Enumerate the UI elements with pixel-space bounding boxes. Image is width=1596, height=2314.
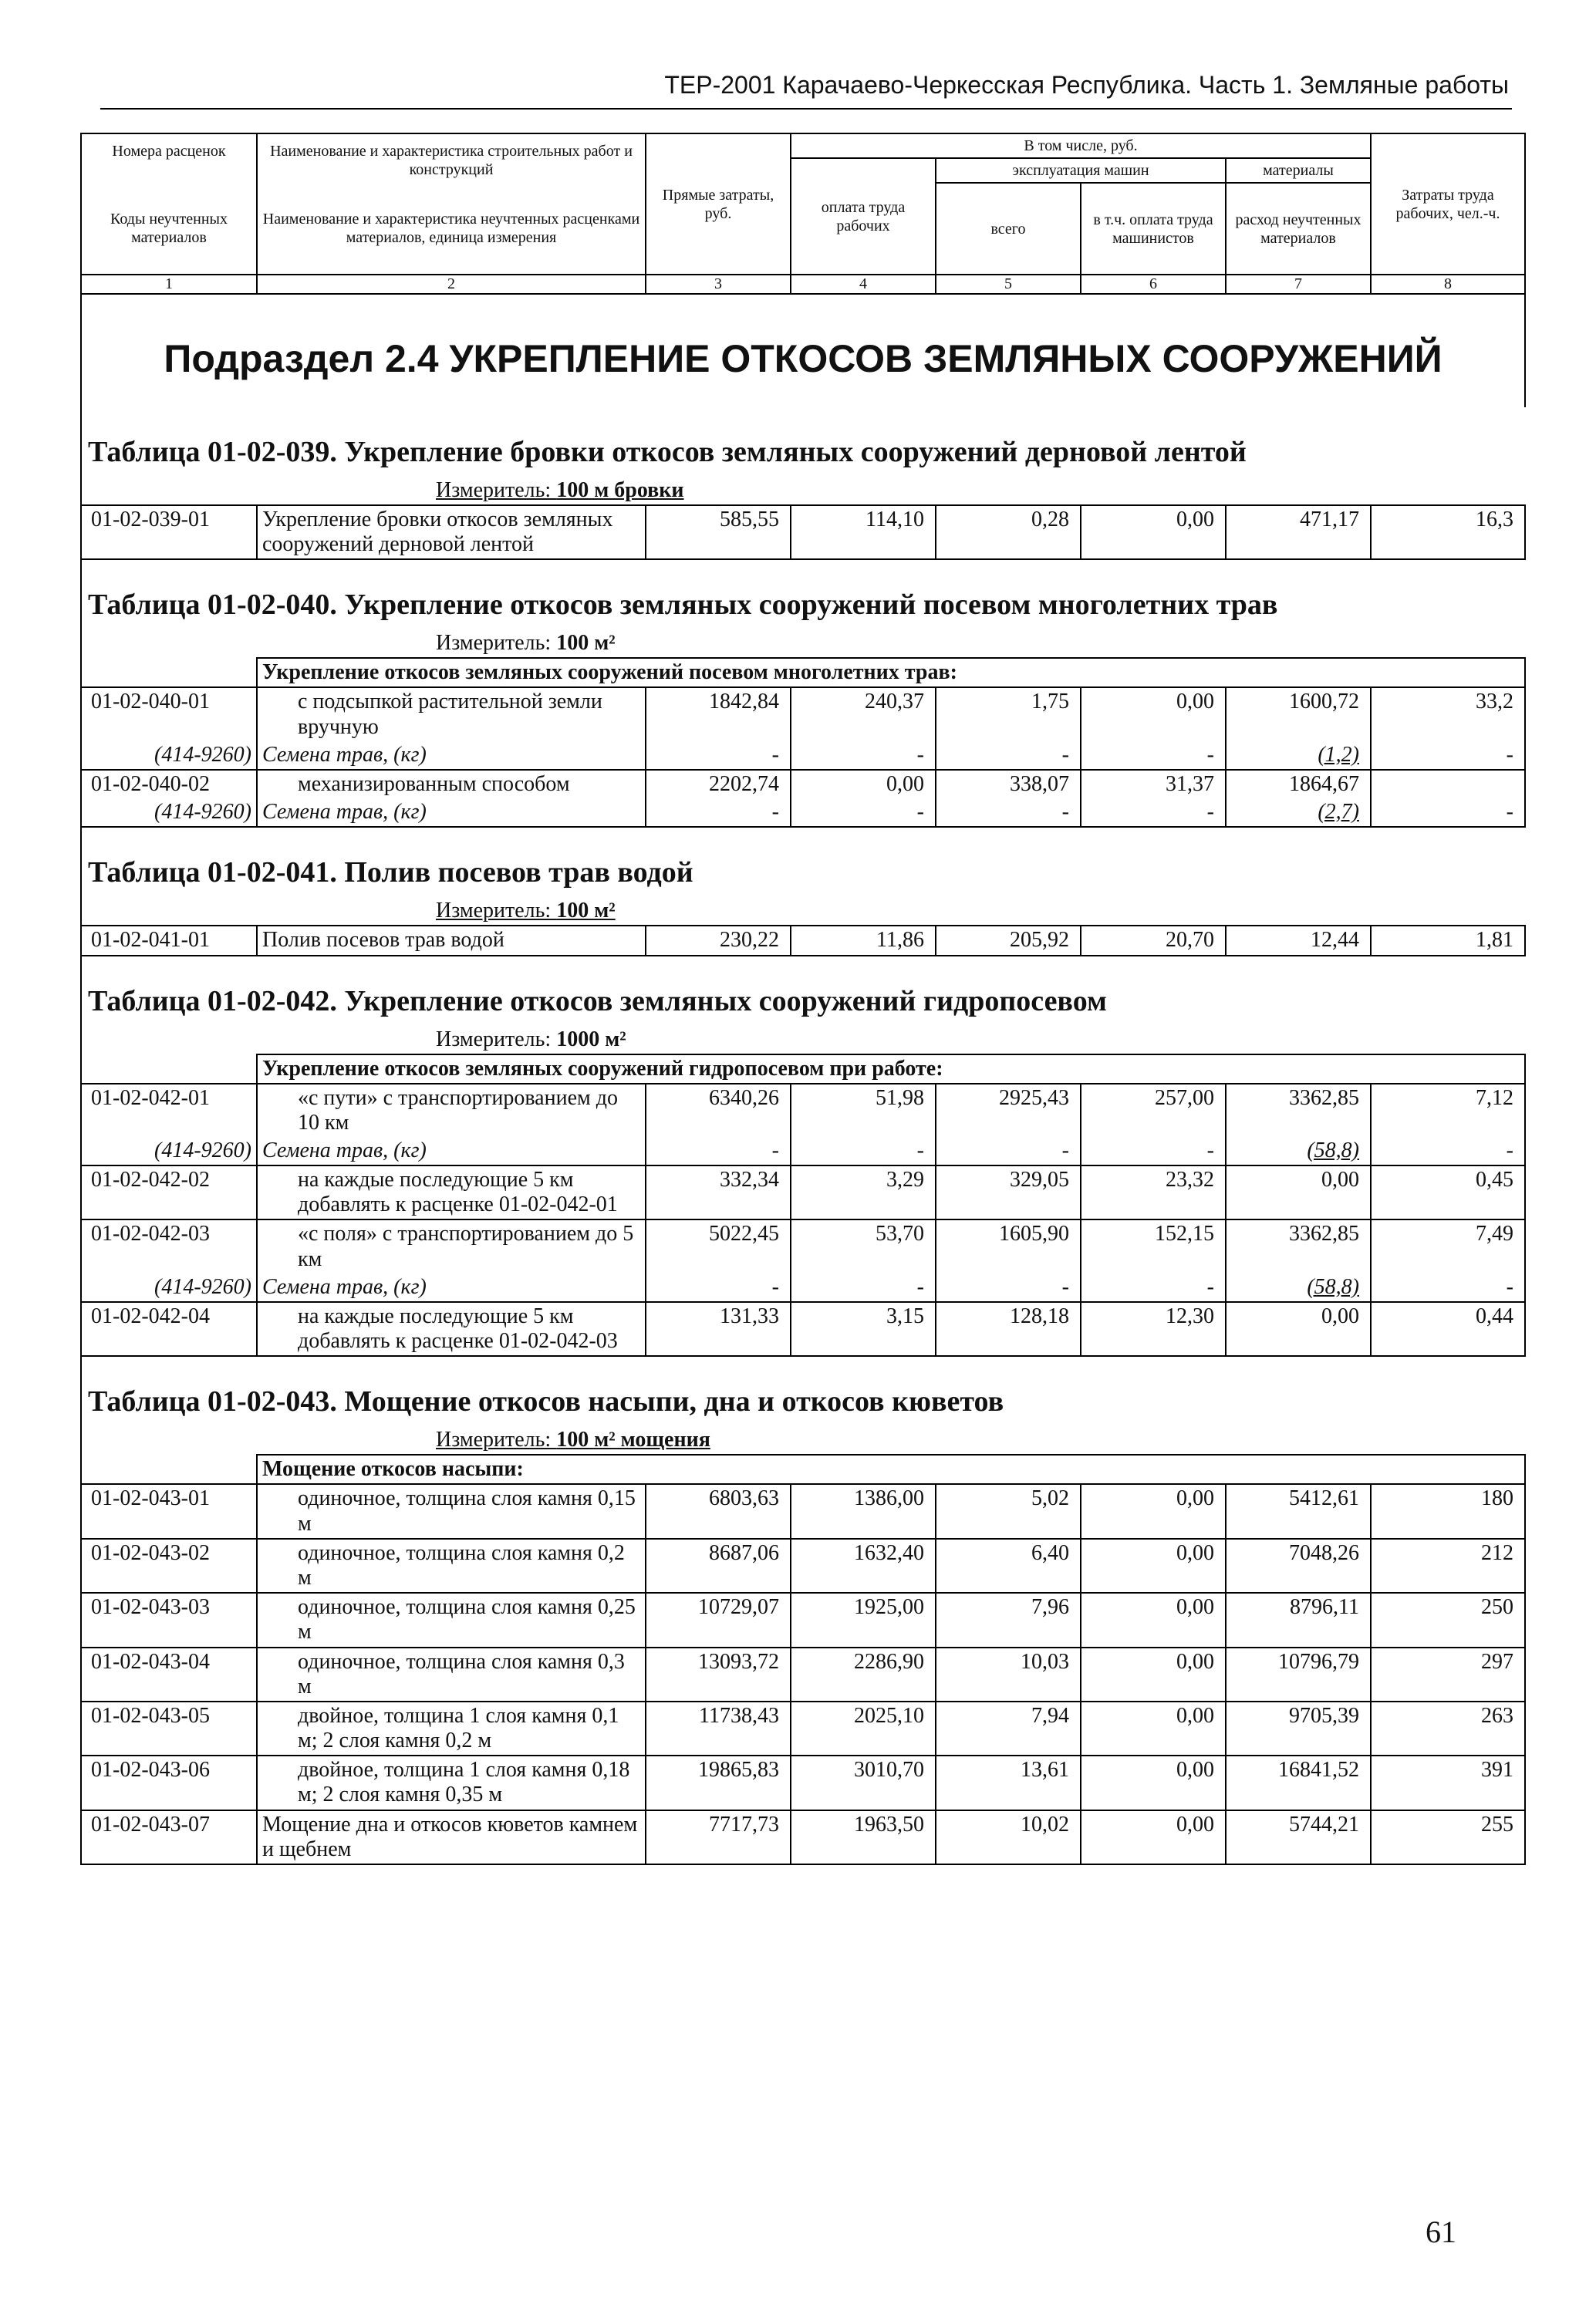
measure: Измеритель: 100 м² мощения xyxy=(436,1428,710,1452)
column-header-row-1 xyxy=(81,133,1525,158)
work-name: одиночное, толщина слоя камня 0,3 м xyxy=(257,1648,646,1702)
direct-costs: - xyxy=(646,1137,791,1165)
materials: 1600,72 xyxy=(1226,687,1371,740)
rate-code: 01-02-042-04 xyxy=(81,1302,257,1356)
machines-total: 329,05 xyxy=(936,1165,1081,1219)
direct-costs: 13093,72 xyxy=(646,1648,791,1702)
col1-header-a: Номера расценок xyxy=(81,133,257,183)
subsection-row xyxy=(81,294,1525,407)
machinist-pay: 0,00 xyxy=(1081,1702,1226,1756)
direct-costs: 332,34 xyxy=(646,1165,791,1219)
measure: Измеритель: 100 м² xyxy=(436,631,616,656)
rate-code: 01-02-042-02 xyxy=(81,1165,257,1219)
table-row xyxy=(81,1484,1525,1538)
rate-code: 01-02-039-01 xyxy=(81,505,257,559)
col2-header-a: Наименование и характеристика строительных работ и конструкций xyxy=(257,133,646,183)
col5-header: всего xyxy=(936,183,1081,275)
labor-pay: 1386,00 xyxy=(791,1484,936,1538)
machines-total: 338,07 xyxy=(936,770,1081,798)
group-band: Укрепление откосов земляных сооружений посевом многолетних трав: xyxy=(257,658,1525,687)
machinist-pay: 31,37 xyxy=(1081,770,1226,798)
direct-costs: 7717,73 xyxy=(646,1810,791,1864)
materials: 12,44 xyxy=(1226,926,1371,955)
machines-header: эксплуатация машин xyxy=(936,158,1226,183)
labor-hours: - xyxy=(1371,798,1525,827)
machinist-pay: 20,70 xyxy=(1081,926,1226,955)
direct-costs: 1842,84 xyxy=(646,687,791,740)
table-row xyxy=(81,1593,1525,1647)
labor-pay: 3010,70 xyxy=(791,1756,936,1810)
table-title-row xyxy=(81,1356,1525,1426)
material-row xyxy=(81,741,1525,770)
machines-total: 1,75 xyxy=(936,687,1081,740)
col8-header: Затраты труда рабочих, чел.-ч. xyxy=(1371,133,1525,275)
direct-costs: 5022,45 xyxy=(646,1219,791,1273)
table-title: Таблица 01-02-041. Полив посевов трав водой xyxy=(81,827,1525,897)
machinist-pay: 152,15 xyxy=(1081,1219,1226,1273)
table-title: Таблица 01-02-039. Укрепление бровки откосов земляных сооружений дерновой лентой xyxy=(81,407,1525,477)
labor-hours: 33,2 xyxy=(1371,687,1525,740)
rate-code: 01-02-043-01 xyxy=(81,1484,257,1538)
machines-total: 6,40 xyxy=(936,1539,1081,1593)
labor-pay: 2025,10 xyxy=(791,1702,936,1756)
measure-row xyxy=(81,1426,1525,1455)
labor-hours xyxy=(1371,770,1525,798)
material-row xyxy=(81,1137,1525,1165)
machines-total: - xyxy=(936,798,1081,827)
table-row xyxy=(81,926,1525,955)
labor-pay: - xyxy=(791,1273,936,1302)
labor-pay: - xyxy=(791,1137,936,1165)
machinist-pay: 0,00 xyxy=(1081,687,1226,740)
labor-pay: 114,10 xyxy=(791,505,936,559)
machinist-pay: - xyxy=(1081,798,1226,827)
labor-hours: 0,44 xyxy=(1371,1302,1525,1356)
measure-row xyxy=(81,477,1525,505)
labor-pay: 1632,40 xyxy=(791,1539,936,1593)
direct-costs: 10729,07 xyxy=(646,1593,791,1647)
materials: 3362,85 xyxy=(1226,1084,1371,1137)
rate-code: 01-02-040-02 xyxy=(81,770,257,798)
col2-header-b: Наименование и характеристика неучтенных расценками материалов, единица измерения xyxy=(257,183,646,275)
direct-costs: - xyxy=(646,1273,791,1302)
rate-code: 01-02-043-05 xyxy=(81,1702,257,1756)
table-row xyxy=(81,505,1525,559)
group-band-row xyxy=(81,658,1525,687)
col7-header: расход неучтенных материалов xyxy=(1226,183,1371,275)
labor-hours: 7,49 xyxy=(1371,1219,1525,1273)
materials: 7048,26 xyxy=(1226,1539,1371,1593)
material-row xyxy=(81,1273,1525,1302)
labor-hours: 1,81 xyxy=(1371,926,1525,955)
page-number: 61 xyxy=(1426,2214,1456,2249)
machinist-pay: - xyxy=(1081,741,1226,770)
direct-costs: 131,33 xyxy=(646,1302,791,1356)
col-number: 8 xyxy=(1371,275,1525,294)
table-title: Таблица 01-02-043. Мощение откосов насыпи, дна и откосов кюветов xyxy=(81,1356,1525,1426)
labor-pay: 1925,00 xyxy=(791,1593,936,1647)
labor-hours: 255 xyxy=(1371,1810,1525,1864)
direct-costs: 8687,06 xyxy=(646,1539,791,1593)
labor-hours: 212 xyxy=(1371,1539,1525,1593)
materials: 5744,21 xyxy=(1226,1810,1371,1864)
col-number: 5 xyxy=(936,275,1081,294)
material-code: (414-9260) xyxy=(81,741,257,770)
materials: 1864,67 xyxy=(1226,770,1371,798)
work-name: двойное, толщина 1 слоя камня 0,18 м; 2 слоя камня 0,35 м xyxy=(257,1756,646,1810)
machines-total: 0,28 xyxy=(936,505,1081,559)
col-number: 7 xyxy=(1226,275,1371,294)
machines-total: 10,03 xyxy=(936,1648,1081,1702)
rate-code: 01-02-041-01 xyxy=(81,926,257,955)
machines-total: 10,02 xyxy=(936,1810,1081,1864)
materials: 3362,85 xyxy=(1226,1219,1371,1273)
labor-hours: 16,3 xyxy=(1371,505,1525,559)
rate-code: 01-02-043-04 xyxy=(81,1648,257,1702)
labor-hours: - xyxy=(1371,741,1525,770)
machines-total: 2925,43 xyxy=(936,1084,1081,1137)
direct-costs: - xyxy=(646,741,791,770)
direct-costs: 6803,63 xyxy=(646,1484,791,1538)
machines-total: 1605,90 xyxy=(936,1219,1081,1273)
labor-pay: 1963,50 xyxy=(791,1810,936,1864)
rate-code: 01-02-040-01 xyxy=(81,687,257,740)
col-number: 6 xyxy=(1081,275,1226,294)
group-band: Мощение откосов насыпи: xyxy=(257,1455,1525,1484)
machines-total: 205,92 xyxy=(936,926,1081,955)
materials: 16841,52 xyxy=(1226,1756,1371,1810)
table-row xyxy=(81,770,1525,798)
materials-header: материалы xyxy=(1226,158,1371,183)
labor-hours: - xyxy=(1371,1137,1525,1165)
table-row xyxy=(81,1810,1525,1864)
direct-costs: 585,55 xyxy=(646,505,791,559)
labor-pay: 11,86 xyxy=(791,926,936,955)
material-name: Семена трав, (кг) xyxy=(257,798,646,827)
column-number-row xyxy=(81,275,1525,294)
labor-pay: 3,29 xyxy=(791,1165,936,1219)
group-band: Укрепление откосов земляных сооружений гидропосевом при работе: xyxy=(257,1054,1525,1084)
work-name: Укрепление бровки откосов земляных сооружений дерновой лентой xyxy=(257,505,646,559)
material-usage: (2,7) xyxy=(1226,798,1371,827)
material-row xyxy=(81,798,1525,827)
running-header: ТЕР-2001 Карачаево-Черкесская Республика. Часть 1. Земляные работы xyxy=(664,71,1509,99)
table-title-row xyxy=(81,559,1525,629)
machinist-pay: 0,00 xyxy=(1081,1539,1226,1593)
labor-hours: 297 xyxy=(1371,1648,1525,1702)
price-table-page xyxy=(80,133,1524,1865)
col-number: 2 xyxy=(257,275,646,294)
table-title-row xyxy=(81,827,1525,897)
labor-pay: 53,70 xyxy=(791,1219,936,1273)
measure: Измеритель: 1000 м² xyxy=(436,1027,626,1051)
labor-hours: - xyxy=(1371,1273,1525,1302)
direct-costs: 6340,26 xyxy=(646,1084,791,1137)
col1-header-b: Коды неучтенных материалов xyxy=(81,183,257,275)
materials: 0,00 xyxy=(1226,1302,1371,1356)
table-row xyxy=(81,1219,1525,1273)
material-usage: (1,2) xyxy=(1226,741,1371,770)
material-usage: (58,8) xyxy=(1226,1137,1371,1165)
machinist-pay: 0,00 xyxy=(1081,1484,1226,1538)
machinist-pay: 0,00 xyxy=(1081,505,1226,559)
machinist-pay: 12,30 xyxy=(1081,1302,1226,1356)
machines-total: - xyxy=(936,1137,1081,1165)
price-table xyxy=(80,133,1526,1865)
work-name: Полив посевов трав водой xyxy=(257,926,646,955)
machines-total: 7,96 xyxy=(936,1593,1081,1647)
labor-pay: 0,00 xyxy=(791,770,936,798)
col-number: 1 xyxy=(81,275,257,294)
rate-code: 01-02-043-06 xyxy=(81,1756,257,1810)
rate-code: 01-02-042-03 xyxy=(81,1219,257,1273)
machinist-pay: 0,00 xyxy=(1081,1756,1226,1810)
machines-total: 5,02 xyxy=(936,1484,1081,1538)
material-name: Семена трав, (кг) xyxy=(257,741,646,770)
labor-pay: 3,15 xyxy=(791,1302,936,1356)
materials: 471,17 xyxy=(1226,505,1371,559)
work-name: двойное, толщина 1 слоя камня 0,1 м; 2 слоя камня 0,2 м xyxy=(257,1702,646,1756)
work-name: одиночное, толщина слоя камня 0,15 м xyxy=(257,1484,646,1538)
group-header: В том числе, руб. xyxy=(791,133,1371,158)
machines-total: - xyxy=(936,741,1081,770)
work-name: одиночное, толщина слоя камня 0,2 м xyxy=(257,1539,646,1593)
material-usage: (58,8) xyxy=(1226,1273,1371,1302)
materials: 10796,79 xyxy=(1226,1648,1371,1702)
rate-code: 01-02-043-07 xyxy=(81,1810,257,1864)
work-name: механизированным способом xyxy=(257,770,646,798)
direct-costs: 230,22 xyxy=(646,926,791,955)
header-rule xyxy=(100,108,1512,110)
machines-total: 7,94 xyxy=(936,1702,1081,1756)
labor-pay: 51,98 xyxy=(791,1084,936,1137)
labor-hours: 250 xyxy=(1371,1593,1525,1647)
machines-total: - xyxy=(936,1273,1081,1302)
table-title: Таблица 01-02-040. Укрепление откосов земляных сооружений посевом многолетних трав xyxy=(81,559,1525,629)
table-title: Таблица 01-02-042. Укрепление откосов земляных сооружений гидропосевом xyxy=(81,956,1525,1026)
machines-total: 128,18 xyxy=(936,1302,1081,1356)
materials: 0,00 xyxy=(1226,1165,1371,1219)
machinist-pay: 0,00 xyxy=(1081,1593,1226,1647)
col4-header: оплата труда рабочих xyxy=(791,158,936,275)
work-name: одиночное, толщина слоя камня 0,25 м xyxy=(257,1593,646,1647)
machinist-pay: 0,00 xyxy=(1081,1648,1226,1702)
table-row xyxy=(81,1302,1525,1356)
measure: Измеритель: 100 м бровки xyxy=(436,478,684,502)
machinist-pay: - xyxy=(1081,1273,1226,1302)
labor-hours: 180 xyxy=(1371,1484,1525,1538)
labor-hours: 7,12 xyxy=(1371,1084,1525,1137)
materials: 8796,11 xyxy=(1226,1593,1371,1647)
table-row xyxy=(81,1165,1525,1219)
labor-pay: - xyxy=(791,798,936,827)
labor-hours: 263 xyxy=(1371,1702,1525,1756)
direct-costs: 11738,43 xyxy=(646,1702,791,1756)
machinist-pay: - xyxy=(1081,1137,1226,1165)
table-title-row xyxy=(81,407,1525,477)
table-row xyxy=(81,1084,1525,1137)
direct-costs: 2202,74 xyxy=(646,770,791,798)
direct-costs: - xyxy=(646,798,791,827)
group-band-row xyxy=(81,1455,1525,1484)
measure-row xyxy=(81,629,1525,658)
col3-header: Прямые затраты, руб. xyxy=(646,133,791,275)
material-name: Семена трав, (кг) xyxy=(257,1273,646,1302)
table-row xyxy=(81,1702,1525,1756)
measure-row xyxy=(81,1026,1525,1054)
table-title-row xyxy=(81,956,1525,1026)
work-name: на каждые последующие 5 км добавлять к расценке 01-02-042-01 xyxy=(257,1165,646,1219)
col-number: 4 xyxy=(791,275,936,294)
col-number: 3 xyxy=(646,275,791,294)
work-name: Мощение дна и откосов кюветов камнем и щебнем xyxy=(257,1810,646,1864)
rate-code: 01-02-043-02 xyxy=(81,1539,257,1593)
machinist-pay: 23,32 xyxy=(1081,1165,1226,1219)
table-row xyxy=(81,687,1525,740)
materials: 5412,61 xyxy=(1226,1484,1371,1538)
labor-hours: 391 xyxy=(1371,1756,1525,1810)
measure-row xyxy=(81,897,1525,926)
rate-code: 01-02-042-01 xyxy=(81,1084,257,1137)
subsection-title: Подраздел 2.4 УКРЕПЛЕНИЕ ОТКОСОВ ЗЕМЛЯНЫХ СООРУЖЕНИЙ xyxy=(81,294,1525,407)
material-code: (414-9260) xyxy=(81,1137,257,1165)
col6-header: в т.ч. оплата труда машинистов xyxy=(1081,183,1226,275)
machines-total: 13,61 xyxy=(936,1756,1081,1810)
direct-costs: 19865,83 xyxy=(646,1756,791,1810)
machinist-pay: 0,00 xyxy=(1081,1810,1226,1864)
rate-code: 01-02-043-03 xyxy=(81,1593,257,1647)
table-row xyxy=(81,1648,1525,1702)
work-name: «с пути» с транспортированием до 10 км xyxy=(257,1084,646,1137)
material-name: Семена трав, (кг) xyxy=(257,1137,646,1165)
labor-pay: 240,37 xyxy=(791,687,936,740)
table-row xyxy=(81,1756,1525,1810)
work-name: «с поля» с транспортированием до 5 км xyxy=(257,1219,646,1273)
table-row xyxy=(81,1539,1525,1593)
labor-pay: - xyxy=(791,741,936,770)
machinist-pay: 257,00 xyxy=(1081,1084,1226,1137)
materials: 9705,39 xyxy=(1226,1702,1371,1756)
measure: Измеритель: 100 м² xyxy=(436,899,616,923)
material-code: (414-9260) xyxy=(81,798,257,827)
labor-pay: 2286,90 xyxy=(791,1648,936,1702)
group-band-row xyxy=(81,1054,1525,1084)
labor-hours: 0,45 xyxy=(1371,1165,1525,1219)
work-name: с подсыпкой растительной земли вручную xyxy=(257,687,646,740)
work-name: на каждые последующие 5 км добавлять к расценке 01-02-042-03 xyxy=(257,1302,646,1356)
material-code: (414-9260) xyxy=(81,1273,257,1302)
